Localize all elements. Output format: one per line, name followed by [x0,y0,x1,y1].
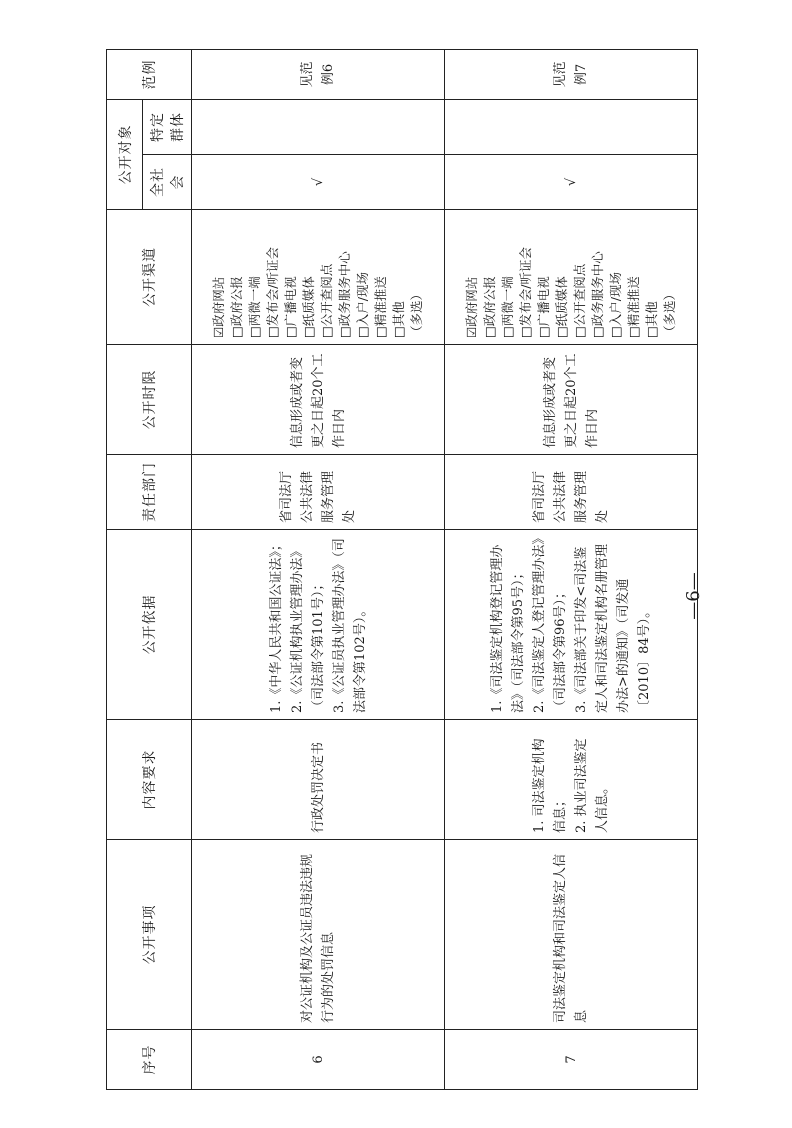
channel-option: □政务服务中心 [590,251,605,338]
disclosure-table [106,49,698,1090]
row-audience-all-check: √ [445,155,698,210]
channel-option: □两微一端 [247,276,262,338]
channel-option: □精准推送 [626,276,641,338]
channel-option: ☑政府网站 [464,276,479,338]
row-seq: 7 [445,1030,698,1090]
channel-option: □广播电视 [536,276,551,338]
header-audience: 公开对象 [107,100,143,210]
channel-option: □广播电视 [283,276,298,338]
channel-note: （多选） [662,287,677,338]
channel-option: □两微一端 [500,276,515,338]
row-example: 见范例6 [192,50,445,100]
row-basis: 1.《中华人民共和国公证法》； 2.《公证机构执业管理办法》（司法部令第101号）； 3.《公证员执业管理办法》（司法部令第102号）。 [192,530,445,720]
channel-option: □入户/现场 [355,271,370,338]
channel-option: □发布会/听证会 [265,246,280,338]
row-channels [445,210,698,345]
header-example: 范例 [107,50,192,100]
row-dept: 省司法厅公共法律服务管理处 [445,455,698,530]
row-seq: 6 [192,1030,445,1090]
rotated-table-wrapper [106,50,684,1090]
channel-option: □精准推送 [373,276,388,338]
channel-option: □入户/现场 [608,271,623,338]
page-footer [674,572,754,636]
row-example: 见范例7 [445,50,698,100]
channel-option: □政府公报 [482,276,497,338]
page-number: —6— [683,572,704,620]
channel-option: □公开查阅点 [572,263,587,338]
channel-option: □其他 [644,301,659,338]
row-audience-all-check: √ [192,155,445,210]
channel-option: □纸质媒体 [554,276,569,338]
header-dept: 责任部门 [107,455,192,530]
row-deadline: 信息形成或者变更之日起20个工作日内 [445,345,698,455]
row-audience-specific [445,100,698,155]
table-row [192,50,445,1090]
channel-option: □发布会/听证会 [518,246,533,338]
channel-note: （多选） [409,287,424,338]
row-audience-specific [192,100,445,155]
row-channels [192,210,445,345]
row-deadline: 信息形成或者变更之日起20个工作日内 [192,345,445,455]
row-content: 1. 司法鉴定机构信息； 2. 执业司法鉴定人信息。 [445,720,698,840]
header-content: 内容要求 [107,720,192,840]
channel-option: □其他 [391,301,406,338]
header-seq: 序号 [107,1030,192,1090]
row-item: 对公证机构及公证员违法违规行为的处罚信息 [192,840,445,1030]
header-basis: 公开依据 [107,530,192,720]
row-item: 司法鉴定机构和司法鉴定人信息 [445,840,698,1030]
header-audience-all: 全社会 [143,155,192,210]
header-deadline: 公开时限 [107,345,192,455]
channel-option: ☑政府网站 [211,276,226,338]
channel-option: □政府公报 [229,276,244,338]
channel-option: □纸质媒体 [301,276,316,338]
row-basis: 1.《司法鉴定机构登记管理办法》（司法部令第95号）； 2.《司法鉴定人登记管理办法》（司法部令第96号）； 3.《司法部关于印发<司法鉴定人和司法鉴定机构名册管理办法>的通知》（司发通〔2010〕84号）。 [445,530,698,720]
header-audience-specific: 特定群体 [143,100,192,155]
header-channel: 公开渠道 [107,210,192,345]
table-row [445,50,698,1090]
row-content: 行政处罚决定书 [192,720,445,840]
channel-option: □公开查阅点 [319,263,334,338]
row-dept: 省司法厅公共法律服务管理处 [192,455,445,530]
channel-option: □政务服务中心 [337,251,352,338]
header-row [107,50,143,1090]
header-item: 公开事项 [107,840,192,1030]
